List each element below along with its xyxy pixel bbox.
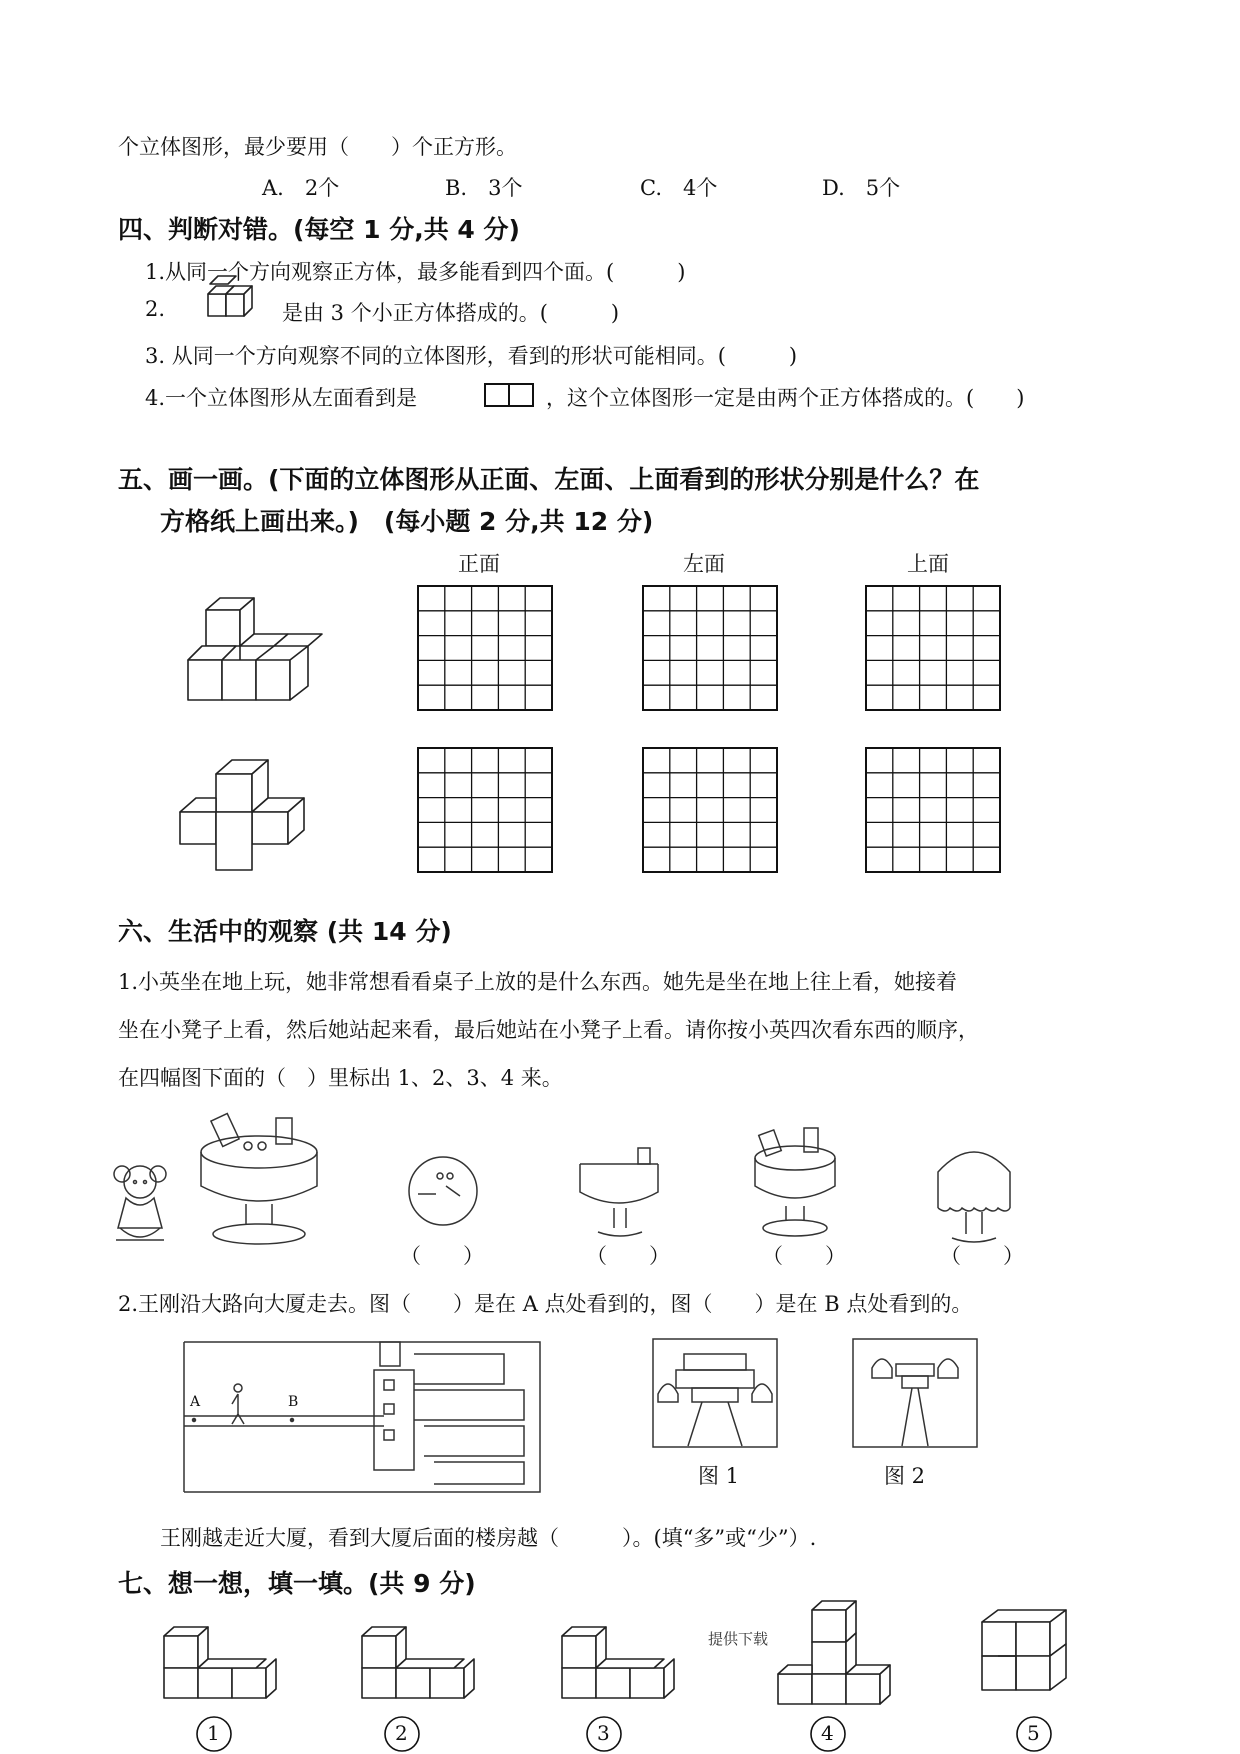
judge-item-4a: 4.一个立体图形从左面看到是 [145, 386, 418, 410]
judge-item-1: 1.从同一个方向观察正方体，最多能看到四个面。( ) [145, 260, 686, 284]
order-blank-4[interactable]: （ ） [940, 1244, 1024, 1268]
q2-line: 2.王刚沿大路向大厦走去。图（ ）是在 A 点处看到的，图（ ）是在 B 点处看到的。 [118, 1292, 973, 1316]
judge-item-2-num: 2. [145, 297, 166, 321]
point-a-label: A [190, 1394, 201, 1410]
option-c: C. 4个 [640, 176, 718, 200]
label-front: 正面 [458, 552, 500, 576]
order-blank-3[interactable]: （ ） [762, 1244, 846, 1268]
figure-2-label: 图 2 [884, 1464, 926, 1488]
label-top: 上面 [907, 552, 949, 576]
judge-item-4b: ，这个立体图形一定是由两个正方体搭成的。( ) [546, 386, 1025, 410]
option-d: D. 5个 [822, 176, 901, 200]
option-b: B. 3个 [445, 176, 523, 200]
order-blank-1[interactable]: （ ） [400, 1244, 484, 1268]
q1-line-2: 坐在小凳子上看，然后她站起来看，最后她站在小凳子上看。请你按小英四次看东西的顺序， [118, 1018, 979, 1042]
section4-title: 四、判断对错。(每空 1 分,共 4 分) [118, 215, 520, 244]
judge-item-2: 是由 3 个小正方体搭成的。( ) [282, 301, 620, 325]
figure-1-label: 图 1 [698, 1464, 740, 1488]
q2-fill-line: 王刚越走近大厦，看到大厦后面的楼房越（ ）。(填“多”或“少”）. [160, 1526, 817, 1550]
circled-number-3: 3 [597, 1721, 610, 1745]
point-b-label: B [288, 1394, 299, 1410]
watermark-text: 提供下载 [708, 1630, 769, 1648]
label-left: 左面 [683, 552, 725, 576]
judge-item-3: 3. 从同一个方向观察不同的立体图形，看到的形状可能相同。( ) [145, 344, 798, 368]
q1-line-3: 在四幅图下面的（ ）里标出 1、2、3、4 来。 [118, 1066, 563, 1090]
circled-number-4: 4 [821, 1721, 834, 1745]
circled-number-1: 1 [207, 1721, 220, 1745]
q3-line: 个立体图形，最少要用（ ）个正方形。 [118, 135, 517, 159]
q1-line-1: 1.小英坐在地上玩，她非常想看看桌子上放的是什么东西。她先是坐在地上往上看，她接着 [118, 970, 958, 994]
section5-title-2: 方格纸上画出来。) (每小题 2 分,共 12 分) [160, 507, 654, 536]
order-blank-2[interactable]: （ ） [586, 1244, 670, 1268]
circled-number-2: 2 [395, 1721, 408, 1745]
section5-title-1: 五、画一画。(下面的立体图形从正面、左面、上面看到的形状分别是什么？在 [118, 465, 980, 494]
circled-number-5: 5 [1027, 1721, 1040, 1745]
section7-title: 七、想一想，填一填。(共 9 分) [118, 1569, 476, 1598]
option-a: A. 2个 [262, 176, 340, 200]
section6-title: 六、生活中的观察 (共 14 分) [118, 917, 452, 946]
